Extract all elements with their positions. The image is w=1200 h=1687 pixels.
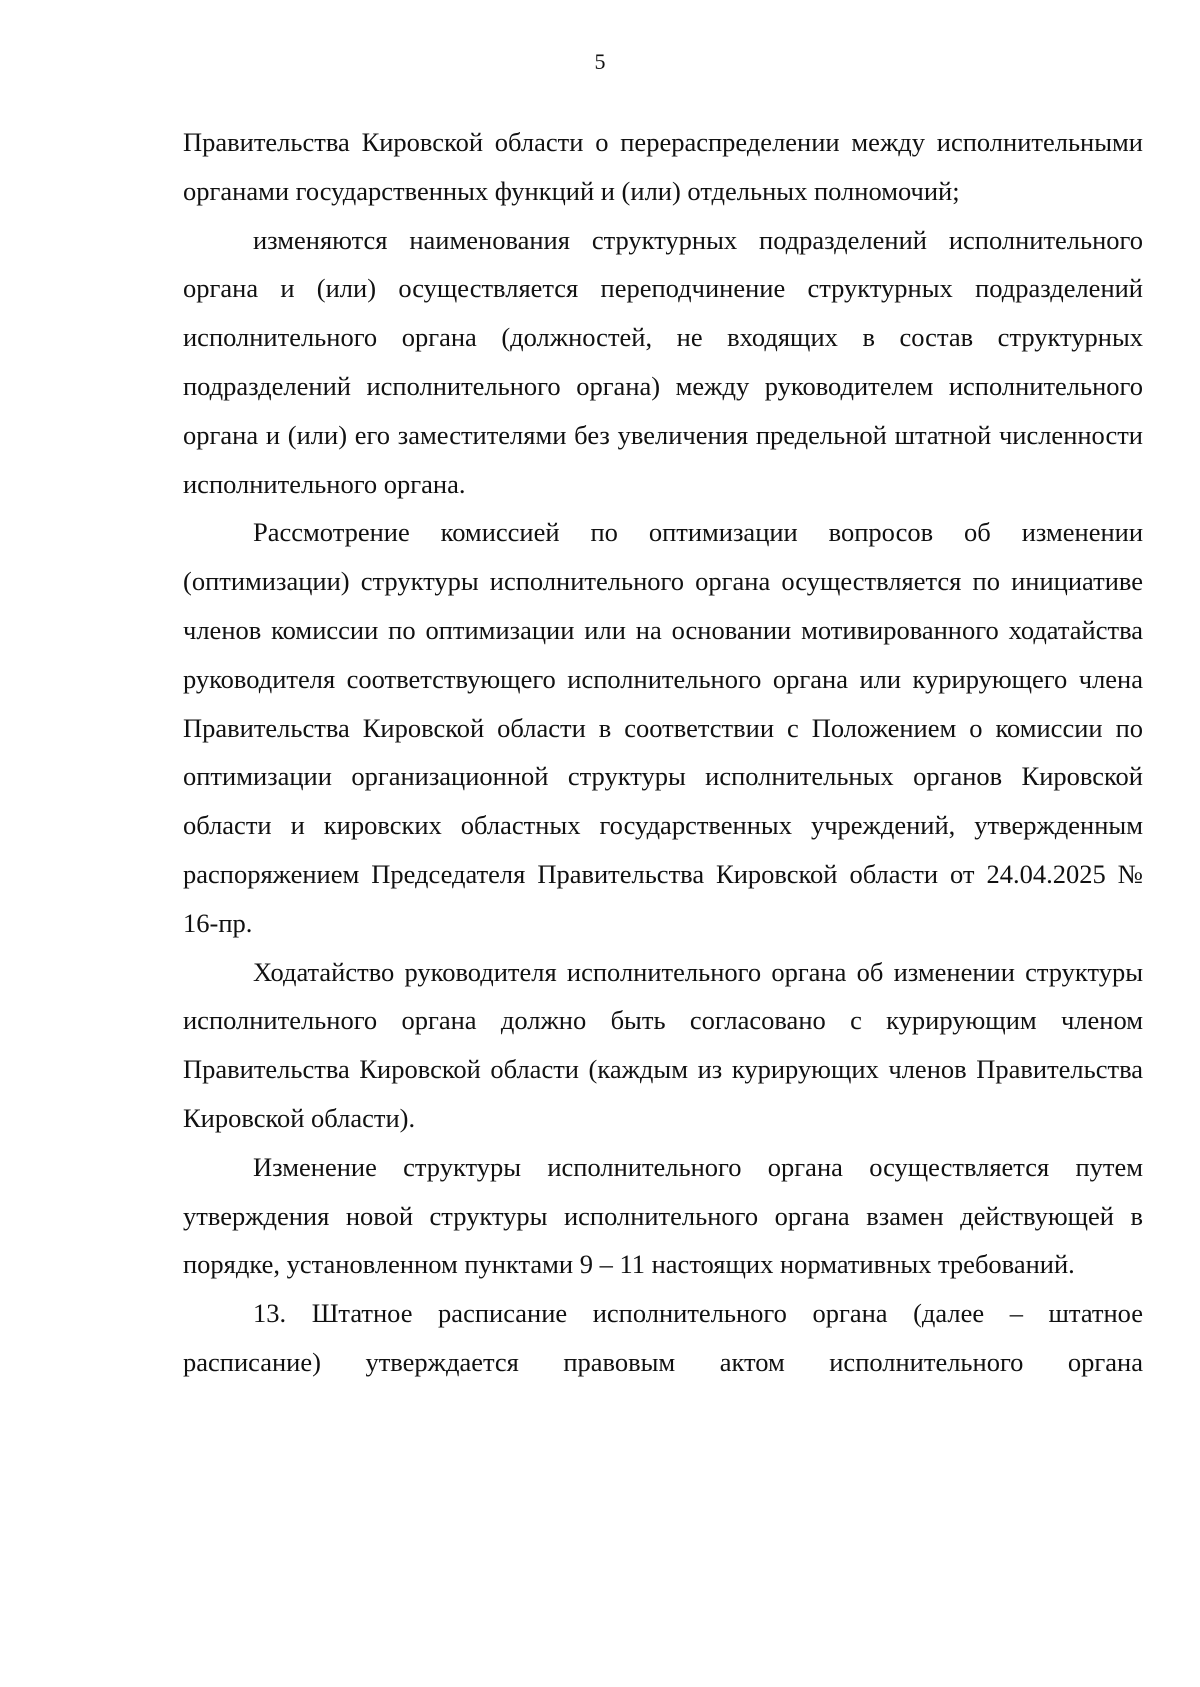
paragraph-structure-change: Изменение структуры исполнительного органа осуществляется путем утверждения новой структуры исполнительного органа взамен действующей в порядке, установленном пунктами 9 – 11 настоящих нормативных требований. [183,1151,1143,1280]
paragraph-petition: Ходатайство руководителя исполнительного органа об изменении структуры исполнительного органа должно быть согласовано с курирующим членом Правительства Кировской области (каждым из курирующих членов Правительства Кировской области). [183,956,1143,1133]
paragraph-continuation: Правительства Кировской области о перераспределении между исполнительными органами государственных функций и (или) отдельных полномочий; [183,127,1143,206]
page-number: 5 [594,49,606,74]
paragraph-staff-schedule: 13. Штатное расписание исполнительного органа (далее – штатное расписание) утверждается правовым актом исполнительного органа [183,1298,1143,1377]
paragraph-naming-changes: изменяются наименования структурных подразделений исполнительного органа и (или) осуществляется переподчинение структурных подразделений исполнительного органа (должностей, не входящих в состав структурных подразделений исполнительного органа) между руководителем исполнительного органа и (или) его заместителями без увеличения предельной штатной численности исполнительного органа. [183,224,1143,499]
document-body [183,118,1143,1387]
paragraph-commission-review: Рассмотрение комиссией по оптимизации вопросов об изменении (оптимизации) структуры исполнительного органа осуществляется по инициативе членов комиссии по оптимизации или на основании мотивированного ходатайства руководителя соответствующего исполнительного органа или курирующего члена Правительства Кировской области в соответствии с Положением о комиссии по оптимизации организационной структуры исполнительных органов Кировской области и кировских областных государственных учреждений, утвержденным распоряжением Председателя Правительства Кировской области от 24.04.2025 № 16-пр. [183,517,1143,938]
